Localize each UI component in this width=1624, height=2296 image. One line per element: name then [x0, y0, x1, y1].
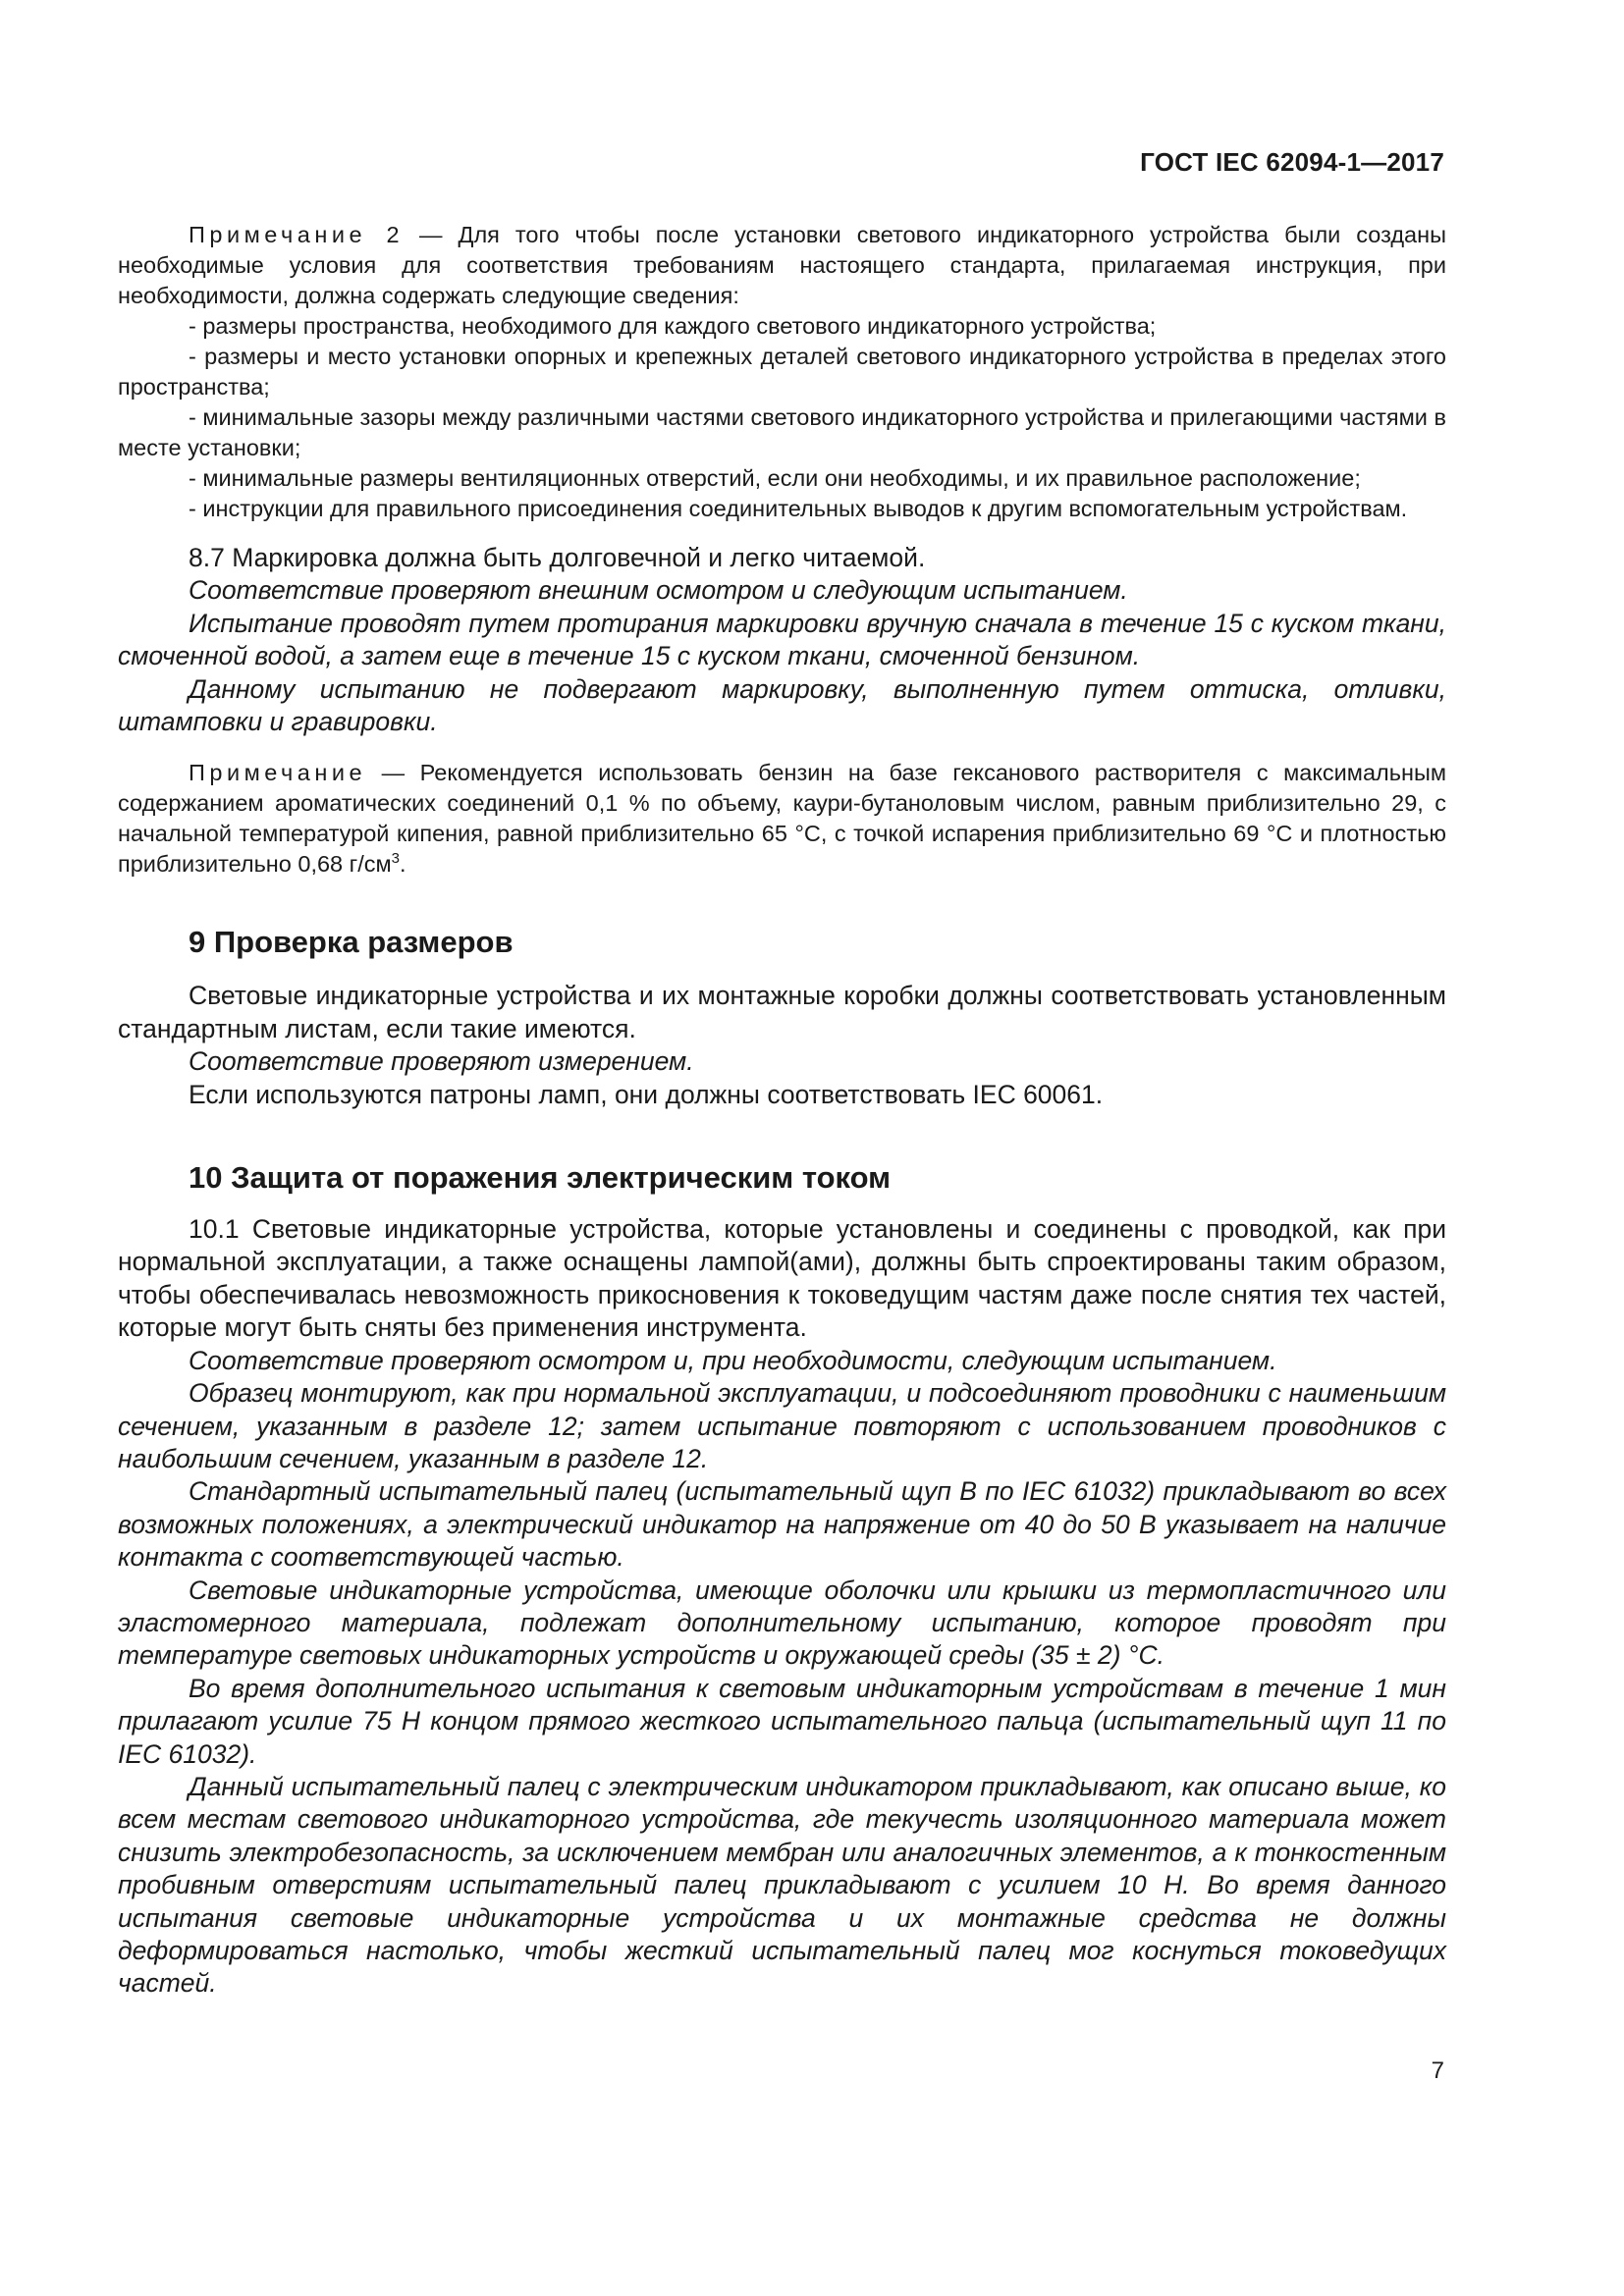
- section-10-test-2: Стандартный испытательный палец (испытательный щуп В по IEC 61032) прикладывают во всех возможных положениях, а электрический индикатор на напряжение от 40 до 50 В указывает на наличие контакта с соответствующей частью.: [118, 1476, 1446, 1573]
- section-10-check: Соответствие проверяют осмотром и, при необходимости, следующим испытанием.: [189, 1345, 1277, 1375]
- section-9-p2: Если используются патроны ламп, они должны соответствовать IEC 60061.: [189, 1079, 1104, 1109]
- clause-8-7: [118, 542, 1446, 738]
- note-2-item: - размеры пространства, необходимого для каждого светового индикаторного устройства;: [189, 313, 1157, 339]
- note-2-item: - инструкции для правильного присоединения соединительных выводов к другим вспомогательным устройствам.: [189, 496, 1408, 521]
- note-petrol-sup: 3: [391, 850, 401, 868]
- note-petrol-label: Примечание: [189, 760, 367, 786]
- clause-8-7-text: 8.7 Маркировка должна быть долговечной и легко читаемой.: [189, 543, 926, 572]
- note-2-intro-text: — Для того чтобы после установки светового индикаторного устройства были созданы необходимые условия для соответствия требованиям настоящего стандарта, прилагаемая инструкция, при необходимости, должна содержать следующие сведения:: [118, 222, 1446, 308]
- section-9-title: 9 Проверка размеров: [189, 925, 514, 960]
- clause-8-7-check: Соответствие проверяют внешним осмотром и следующим испытанием.: [189, 575, 1128, 606]
- section-10-body: [118, 1213, 1446, 2001]
- section-10-test-3: Световые индикаторные устройства, имеющие оболочки или крышки из термопластичного или эластомерного материала, подлежат дополнительному испытанию, которое проводят при температуре световых индикаторных устройств и окружающей среды (35 ± 2) °С.: [118, 1575, 1446, 1671]
- note-petrol-end: .: [400, 851, 406, 878]
- page-number: 7: [1431, 2057, 1444, 2084]
- section-9-p1: Световые индикаторные устройства и их монтажные коробки должны соответствовать установленным стандартным листам, если такие имеются.: [118, 981, 1446, 1043]
- page-content: [118, 220, 1446, 2001]
- section-9-body: [118, 980, 1446, 1111]
- note-2-item: - размеры и место установки опорных и крепежных деталей светового индикаторного устройства в пределах этого пространства;: [118, 344, 1446, 400]
- note-2-intro: [118, 220, 1446, 311]
- section-9-check: Соответствие проверяют измерением.: [189, 1046, 694, 1077]
- note-2-item: - минимальные размеры вентиляционных отверстий, если они необходимы, и их правильное расположение;: [189, 465, 1361, 491]
- note-2-label: Примечание 2: [189, 222, 405, 247]
- section-10-p1: 10.1 Световые индикаторные устройства, которые установлены и соединены с проводкой, как при нормальной эксплуатации, а также оснащены лампой(ами), должны быть спроектированы таким образом, чтобы обеспечивалась невозможность прикосновения к токоведущим частям даже после снятия тех частей, которые могут быть сняты без применения инструмента.: [118, 1214, 1446, 1343]
- note-2-item: - минимальные зазоры между различными частями светового индикаторного устройства и прилегающими частями в месте установки;: [118, 404, 1446, 460]
- clause-8-7-exclusion: Данному испытанию не подвергают маркировку, выполненную путем оттиска, отливки, штамповки и гравировки.: [118, 673, 1446, 737]
- section-10-title: 10 Защита от поражения электрическим током: [189, 1160, 892, 1196]
- note-2: [118, 220, 1446, 524]
- note-petrol-text: [118, 758, 1446, 880]
- section-10-test-5: Данный испытательный палец с электрическим индикатором прикладывают, как описано выше, ко всем местам светового индикаторного устройства, где текучесть изоляционного материала может снизить электробезопасность, за исключением мембран или аналогичных элементов, а к тонкостенным пробивным отверстиям испытательный палец прикладывают с усилием 10 Н. Во время данного испытания световые индикаторные устройства и их монтажные средства не должны деформироваться настолько, чтобы жесткий испытательный палец мог коснуться токоведущих частей.: [118, 1771, 1446, 1999]
- section-10-test-4: Во время дополнительного испытания к световым индикаторным устройствам в течение 1 мин прилагают усилие 75 Н концом прямого жесткого испытательного пальца (испытательный щуп 11 по IEC 61032).: [118, 1673, 1446, 1769]
- clause-8-7-test: Испытание проводят путем протирания маркировки вручную сначала в течение 15 с куском ткани, смоченной водой, а затем еще в течение 15 с куском ткани, смоченной бензином.: [118, 608, 1446, 671]
- document-header: ГОСТ IEC 62094-1—2017: [1140, 147, 1444, 177]
- section-10-test-1: Образец монтируют, как при нормальной эксплуатации, и подсоединяют проводники с наименьшим сечением, указанным в разделе 12; затем испытание повторяют с использованием проводников с наибольшим сечением, указанным в разделе 12.: [118, 1378, 1446, 1473]
- note-petrol-body: — Рекомендуется использовать бензин на базе гексанового растворителя с максимальным содержанием ароматических соединений 0,1 % по объему, каури-бутаноловым числом, равным приблизительно 29, с начальной температурой кипения, равной приблизительно 65 °С, с точкой испарения приблизительно 69 °С и плотностью приблизительно 0,68 г/см: [118, 760, 1446, 878]
- note-petrol: [118, 758, 1446, 880]
